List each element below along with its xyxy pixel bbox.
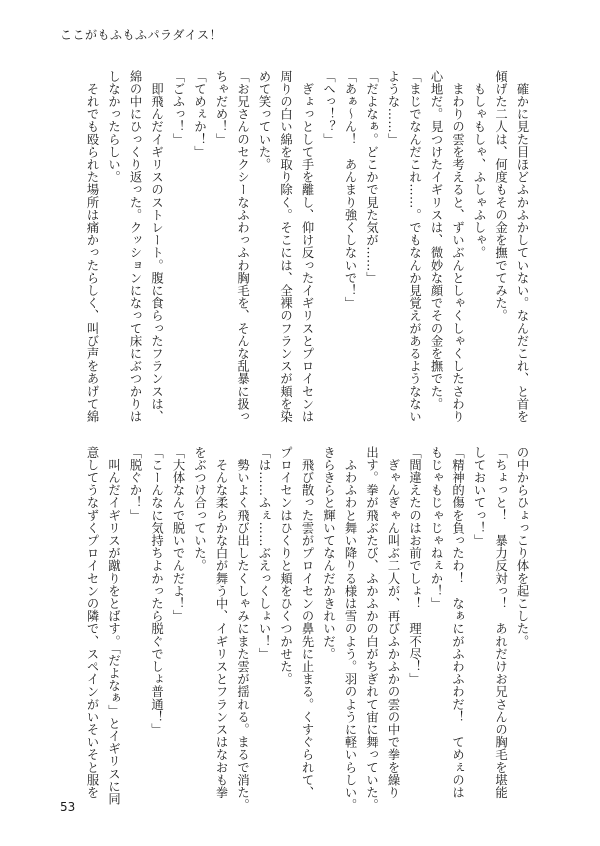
text-line: 「こーんなに気持ちよかったら脱ぐでしょ普通！」	[149, 446, 164, 736]
text-line: もしゃもしゃ、ふしゃふしゃ。	[472, 70, 486, 259]
text-line: 「精神的傷を負ったわ！ なぁにがふわふわだ！ てめぇのは	[450, 446, 465, 799]
text-line: 周りの白い綿を取り除く。そこには、全裸のフランスが頬を染	[278, 70, 293, 423]
text-line: プロイセンはひくりと頬をひくつかせた。	[278, 446, 293, 686]
text-line: ふわふわと舞い降りる様は雪のよう。羽のように軽いらしい。	[343, 446, 357, 812]
text-line: 出す。拳が飛ぶたび、ふかふかの白がちぎれて宙に舞っていた。	[364, 446, 379, 812]
text-line: 「お兄さんのセクシーなふわっふわ胸毛を、そんな乱暴に扱っ	[235, 70, 250, 423]
page-number: 53	[60, 800, 76, 814]
text-line: 勢いよく飛び出したくしゃみにまた雲が揺れる。まるで消た。	[235, 446, 250, 812]
text-line: 「だよなぁ。どこかで見た気が……」	[364, 70, 379, 285]
text-line: 傾げた二人は、何度もその金を撫でてみた。	[493, 70, 508, 322]
text-line: 「間違えたのはお前でしょ！ 理不尽！」	[407, 446, 422, 686]
text-block-bottom	[85, 446, 532, 812]
text-line: しなかったらしい。	[106, 70, 121, 184]
text-line: ちゃだめ！」	[214, 70, 228, 146]
text-line: もじゃもじゃじゃねぇか！」	[429, 446, 443, 610]
text-line: きらきらと輝いてなんだかきれいだ。	[321, 446, 336, 661]
text-line: 叫んだイギリスが蹴りをとばす。「だよなぁ」とイギリスに同	[106, 446, 121, 806]
text-line: しておいてっ！」	[472, 446, 486, 547]
text-line: 綿の中にひっくり返った。クッションになって床にぶつかりは	[128, 70, 142, 423]
text-line: 「まじでなんだこれ……。でもなんか見覚えがあるようなない	[407, 70, 422, 423]
text-line: 「ごふっ！」	[171, 70, 185, 146]
text-line: 「ちょっと！ 暴力反対っ！ あれだけお兄さんの胸毛を堪能	[493, 446, 508, 799]
text-line: 飛び散った雲がプロイセンの鼻先に止まる。くすぐられて、	[300, 446, 314, 799]
text-line: まわりの雲を考えると、ずいぶんとしゃくしゃくしたさわり	[450, 70, 465, 423]
text-line: 「は……ふぇ……ぶえっくしょい！」	[257, 446, 271, 661]
text-line: それでも殴られた場所は痛かったらしく、叫び声をあげて綿	[85, 70, 99, 423]
text-block-top	[85, 70, 532, 428]
text-line: めて笑っていた。	[257, 70, 271, 171]
text-line: ぎゃんぎゃん叫ぶ二人が、再びふかふかの雲の中で拳を繰り	[386, 446, 400, 799]
running-header: ここがもふもふパラダイス！	[60, 28, 223, 42]
text-line: ような……」	[386, 70, 400, 146]
text-line: そんな柔らかな白が舞う中、イギリスとフランスはなおも拳	[214, 446, 228, 799]
text-line: 確かに見た目ほどふかふかしていない。なんだこれ、と首を	[515, 70, 529, 423]
text-line: 「脱ぐか！」	[128, 446, 142, 522]
text-line: 即飛んだイギリスのストレート。腹に食らったフランスは、	[149, 70, 164, 423]
text-line: 「へっ！？」	[321, 70, 336, 146]
text-line: 意してうなずくプロイセンの隣で、スペインがいそいそと服を	[85, 446, 99, 799]
text-line: の中からひょっこり体を起こした。	[515, 446, 529, 648]
text-line: 「大体なんで脱いでんだよ！」	[171, 446, 185, 623]
text-line: をぶつけ合っていた。	[192, 446, 207, 572]
text-line: 「てめぇか！」	[192, 70, 207, 159]
text-line: ぎょっとして手を離し、仰け反ったイギリスとプロイセンは	[300, 70, 314, 423]
text-line: 「あぁ～ん！ あんまり強くしないで！」	[343, 70, 357, 310]
text-line: 心地だ。見つけたイギリスは、微妙な顔でその金を撫でた。	[429, 70, 443, 411]
